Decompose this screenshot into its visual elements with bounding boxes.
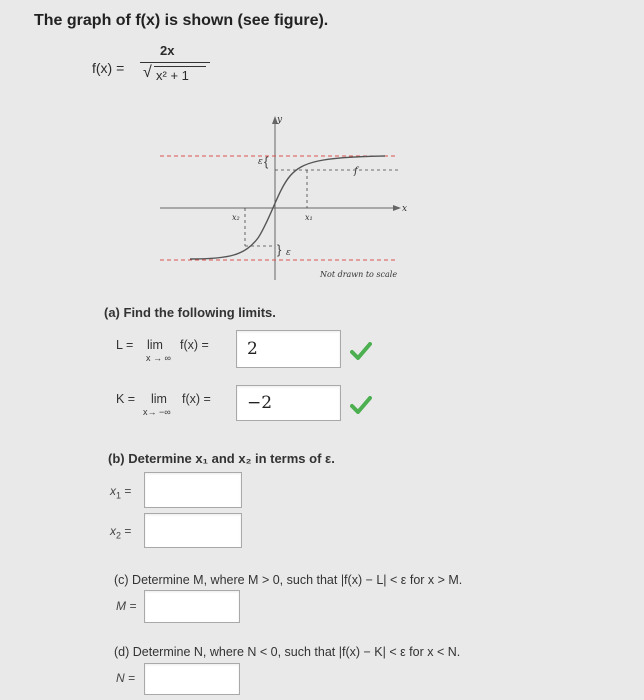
fraction-bar: [140, 62, 210, 63]
K-fx: f(x) =: [182, 392, 211, 406]
x1-input[interactable]: [144, 472, 242, 508]
x2-label: x₂: [232, 213, 240, 222]
N-label: N =: [116, 671, 136, 685]
sqrt-icon: √: [143, 64, 152, 81]
K-lim: lim: [151, 392, 167, 406]
part-b-heading: (b) Determine x₁ and x₂ in terms of ε.: [108, 451, 335, 466]
curve-label: f: [354, 166, 358, 177]
K-correct-check-icon: [350, 396, 372, 414]
L-fx: f(x) =: [180, 338, 209, 352]
x2-input[interactable]: [144, 513, 242, 548]
epsilon-lower-label: ε: [286, 248, 291, 258]
y-axis-label: y: [277, 115, 283, 125]
sqrt-overbar: [154, 66, 206, 67]
function-lhs: f(x) =: [92, 60, 125, 76]
x-axis-label: x: [402, 204, 408, 214]
L-lim: lim: [147, 338, 163, 352]
question-title: The graph of f(x) is shown (see figure).: [34, 12, 329, 29]
K-lhs: K =: [116, 392, 136, 406]
x2-field-label: $x_2$ =: [110, 524, 132, 541]
part-c-heading: (c) Determine M, where M > 0, such that |f(x) − L| < ε for x > M.: [114, 573, 463, 587]
lower-brace-icon: }: [277, 242, 282, 257]
part-a-heading: (a) Find the following limits.: [104, 305, 276, 320]
K-answer-box[interactable]: −2: [236, 385, 341, 421]
L-correct-check-icon: [350, 342, 372, 360]
x-axis-arrow: [393, 205, 401, 211]
function-denominator: x² + 1: [156, 68, 189, 83]
M-input[interactable]: [144, 590, 240, 623]
function-numerator: 2x: [160, 43, 175, 58]
part-d-heading: (d) Determine N, where N < 0, such that |f(x) − K| < ε for x < N.: [114, 645, 461, 659]
epsilon-upper-label: ε: [258, 157, 263, 167]
L-lim-subscript: x → ∞: [146, 353, 171, 363]
upper-brace-icon: {: [264, 154, 269, 169]
K-lim-subscript: x→ −∞: [143, 407, 171, 417]
x1-field-label: $x_1$ =: [110, 484, 132, 501]
scale-note: Not drawn to scale: [320, 270, 398, 279]
x1-label: x₁: [305, 213, 313, 222]
N-input[interactable]: [144, 663, 240, 695]
L-lhs: L =: [116, 338, 134, 352]
M-label: M =: [116, 599, 137, 613]
function-graph: [150, 110, 410, 285]
L-answer-box[interactable]: 2: [236, 330, 341, 368]
